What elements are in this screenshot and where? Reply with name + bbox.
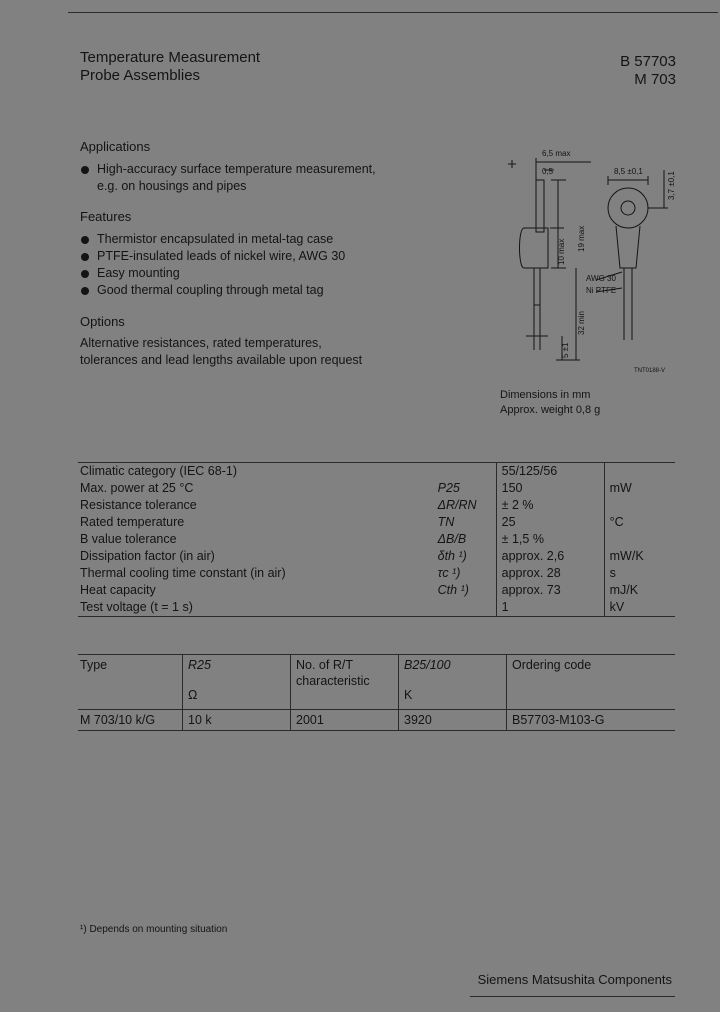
spec-unit: s bbox=[604, 565, 675, 582]
spec-unit: kV bbox=[604, 599, 675, 617]
spec-symbol: TN bbox=[437, 515, 455, 529]
bottom-rule bbox=[470, 996, 675, 997]
dim-hole: 8,5 ±0,1 bbox=[614, 167, 643, 176]
title-line-1: Temperature Measurement bbox=[80, 49, 261, 66]
label-insulation: Ni PTFE bbox=[586, 286, 617, 295]
table-row bbox=[78, 531, 675, 548]
dim-body-max: 19 max bbox=[577, 225, 586, 252]
list-item: Good thermal coupling through metal tag bbox=[80, 282, 410, 299]
spec-symbol: τc ¹) bbox=[437, 566, 461, 580]
options-line-1: Alternative resistances, rated temperatures, bbox=[80, 336, 322, 350]
list-item: Easy mounting bbox=[80, 265, 410, 282]
spec-param: Climatic category (IEC 68-1) bbox=[80, 464, 237, 478]
ordering-table bbox=[78, 654, 675, 731]
applications-list bbox=[80, 161, 380, 195]
options-heading: Options bbox=[80, 314, 125, 329]
list-item: High-accuracy surface temperature measurement, e.g. on housings and pipes bbox=[80, 161, 380, 195]
spec-param: Thermal cooling time constant (in air) bbox=[80, 566, 286, 580]
spec-value: approx. 2,6 bbox=[496, 548, 604, 565]
front-view bbox=[596, 170, 668, 340]
top-rule bbox=[68, 12, 718, 13]
list-item: Thermistor encapsulated in metal-tag case bbox=[80, 231, 410, 248]
spec-symbol bbox=[436, 463, 497, 481]
dimension-drawing bbox=[496, 140, 686, 380]
part-line-2: M 703 bbox=[634, 71, 676, 88]
dim-head-max: 10 max bbox=[557, 238, 566, 265]
spec-param: Rated temperature bbox=[80, 515, 185, 529]
dim-hole-offset: 3,7 ±0,1 bbox=[667, 171, 676, 200]
cell-b: 3920 bbox=[399, 710, 507, 731]
col-r25-label: R25 bbox=[188, 658, 211, 672]
spec-unit: °C bbox=[604, 514, 675, 531]
col-r25-unit: Ω bbox=[188, 688, 198, 702]
spec-param: B value tolerance bbox=[80, 532, 177, 546]
col-rt-line-1: No. of R/T bbox=[296, 658, 353, 672]
spec-value: ± 1,5 % bbox=[496, 531, 604, 548]
spec-param: Heat capacity bbox=[80, 583, 156, 597]
cell-type: M 703/10 k/G bbox=[78, 710, 183, 731]
spec-symbol bbox=[436, 599, 497, 617]
table-header-row bbox=[78, 655, 675, 710]
spec-param: Dissipation factor (in air) bbox=[80, 549, 215, 563]
spec-symbol: δth ¹) bbox=[437, 549, 467, 563]
cell-rt: 2001 bbox=[291, 710, 399, 731]
applications-heading: Applications bbox=[80, 139, 151, 154]
table-row bbox=[78, 599, 675, 617]
col-b bbox=[399, 655, 507, 710]
spec-unit: mJ/K bbox=[604, 582, 675, 599]
col-b-label: B25/100 bbox=[404, 658, 451, 672]
spec-value: 1 bbox=[496, 599, 604, 617]
drawing-ref: TNT0188-V bbox=[634, 368, 666, 374]
table-row bbox=[78, 497, 675, 514]
spec-param: Test voltage (t = 1 s) bbox=[80, 600, 193, 614]
title-line-2: Probe Assemblies bbox=[80, 67, 201, 84]
spec-param: Max. power at 25 °C bbox=[80, 481, 194, 495]
dim-tab: 0,5 bbox=[542, 167, 554, 176]
table-row bbox=[78, 565, 675, 582]
options-text bbox=[80, 335, 362, 369]
cell-code: B57703-M103-G bbox=[507, 710, 676, 731]
part-line-1: B 57703 bbox=[620, 53, 676, 70]
dimensions-note bbox=[500, 388, 600, 418]
spec-unit: mW/K bbox=[604, 548, 675, 565]
table-row bbox=[78, 582, 675, 599]
spec-value: ± 2 % bbox=[496, 497, 604, 514]
page-title bbox=[80, 49, 260, 85]
footnote: ¹) Depends on mounting situation bbox=[80, 924, 228, 935]
spec-value: 150 bbox=[496, 480, 604, 497]
features-list bbox=[80, 231, 410, 299]
spec-unit bbox=[604, 497, 675, 514]
label-wire: AWG 30 bbox=[586, 274, 616, 283]
col-code: Ordering code bbox=[507, 655, 676, 710]
spec-value: 25 bbox=[496, 514, 604, 531]
spec-param: Resistance tolerance bbox=[80, 498, 197, 512]
table-row bbox=[78, 514, 675, 531]
col-r25 bbox=[183, 655, 291, 710]
spec-unit bbox=[604, 531, 675, 548]
dims-line-2: Approx. weight 0,8 g bbox=[500, 404, 601, 416]
dims-line-1: Dimensions in mm bbox=[500, 389, 591, 401]
col-rt-line-2: characteristic bbox=[296, 674, 370, 688]
spec-unit: mW bbox=[604, 480, 675, 497]
dim-width-max: 6,5 max bbox=[542, 149, 571, 158]
spec-unit bbox=[604, 463, 675, 481]
list-item: PTFE-insulated leads of nickel wire, AWG 30 bbox=[80, 248, 410, 265]
spec-value: approx. 28 bbox=[496, 565, 604, 582]
spec-symbol: Cth ¹) bbox=[437, 583, 469, 597]
spec-symbol: ΔR/RN bbox=[437, 498, 477, 512]
spec-value: 55/125/56 bbox=[496, 463, 604, 481]
specs-table bbox=[78, 462, 675, 617]
table-row bbox=[78, 480, 675, 497]
dim-strip: 5 ±1 bbox=[561, 342, 570, 358]
col-rt bbox=[291, 655, 399, 710]
table-row bbox=[78, 463, 675, 481]
col-b-unit: K bbox=[404, 688, 413, 702]
spec-symbol: P25 bbox=[437, 481, 460, 495]
table-row bbox=[78, 710, 675, 731]
part-number bbox=[620, 53, 676, 89]
col-type: Type bbox=[80, 658, 108, 672]
dim-lead-min: 32 min bbox=[577, 310, 586, 335]
spec-value: approx. 73 bbox=[496, 582, 604, 599]
cell-r25: 10 k bbox=[183, 710, 291, 731]
table-row bbox=[78, 548, 675, 565]
spec-symbol: ΔB/B bbox=[437, 532, 467, 546]
features-heading: Features bbox=[80, 209, 132, 224]
options-line-2: tolerances and lead lengths available upon request bbox=[80, 353, 363, 367]
company-name: Siemens Matsushita Components bbox=[477, 972, 672, 987]
